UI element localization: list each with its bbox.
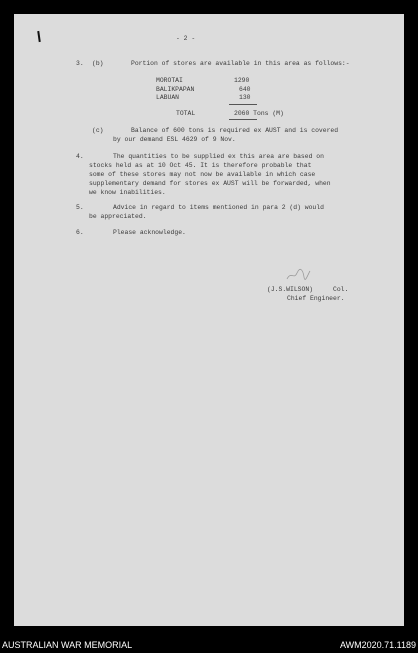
stores-qty: 1290 [234, 77, 250, 84]
para-3c-line: by our demand ESL 4629 of 9 Nov. [113, 136, 236, 143]
para-5-line: be appreciated. [89, 213, 147, 220]
stores-place: LABUAN [156, 94, 180, 101]
footer-accession-number: AWM2020.71.1189 [339, 640, 416, 650]
page-number: - 2 - [176, 35, 196, 42]
stores-qty: 130 [239, 94, 251, 101]
para-6-number: 6. [76, 229, 84, 236]
handwritten-signature [285, 268, 311, 282]
total-value: 2060 Tons (M) [234, 110, 284, 117]
para-4-number: 4. [76, 153, 84, 160]
para-4-line: stocks held as at 10 Oct 45. It is therefore probable that [89, 162, 312, 169]
para-3-number: 3. [76, 60, 84, 67]
stores-qty: 640 [239, 86, 251, 93]
para-3c-line: Balance of 600 tons is required ex AUST and is covered [131, 127, 339, 134]
para-4-line: we know inabilities. [89, 189, 166, 196]
para-3c-label: (c) [92, 127, 104, 134]
para-4-line: supplementary demand for stores ex AUST will be forwarded, when [89, 180, 331, 187]
stores-place: BALIKPAPAN [156, 86, 195, 93]
total-label: TOTAL [176, 110, 196, 117]
stores-place: MOROTAI [156, 77, 183, 84]
para-6-text: Please acknowledge. [113, 229, 186, 236]
para-4-line: some of these stores may not now be available in which case [89, 171, 316, 178]
signatory-name: (J.S.WILSON) [267, 286, 314, 293]
para-5-number: 5. [76, 204, 84, 211]
para-5-line: Advice in regard to items mentioned in para 2 (d) would [113, 204, 324, 211]
total-rule [229, 104, 257, 105]
para-3b-label: (b) [92, 60, 104, 67]
document-page [14, 14, 404, 626]
para-3b-text: Portion of stores are available in this area as follows:- [131, 60, 350, 67]
signatory-rank: Col. [333, 286, 349, 293]
para-4-line: The quantities to be supplied ex this area are based on [113, 153, 324, 160]
footer-institution: AUSTRALIAN WAR MEMORIAL [2, 640, 133, 650]
signatory-title: Chief Engineer. [287, 295, 345, 302]
total-underline [229, 119, 257, 120]
